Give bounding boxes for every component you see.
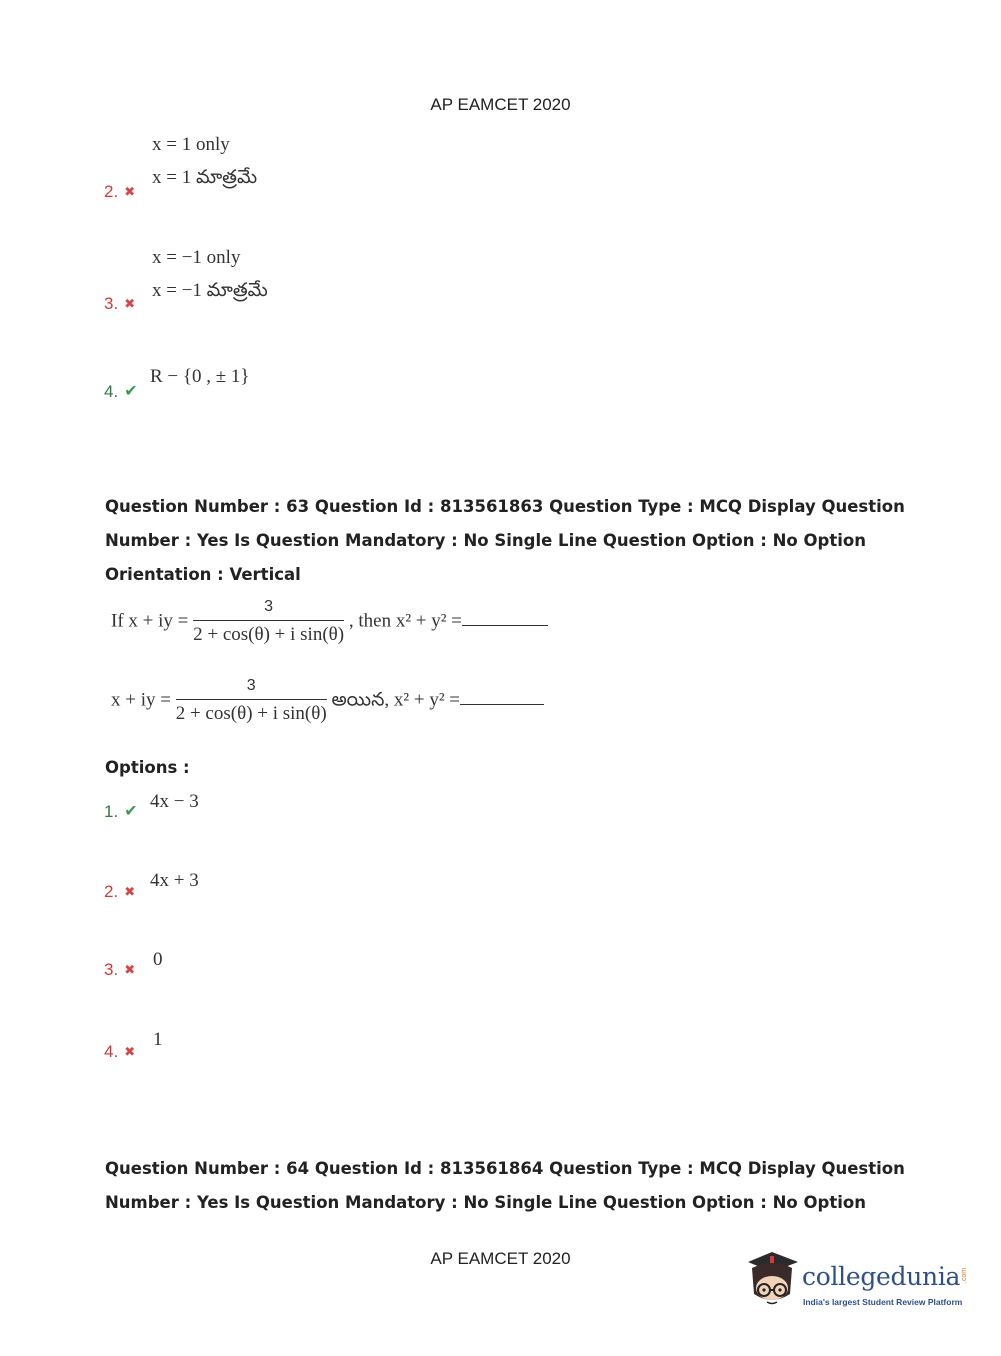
q63-question-english — [111, 598, 548, 646]
option-number: 2. — [104, 882, 119, 901]
question-prefix: If x + iy = — [111, 610, 189, 632]
q63-option-1-text: 4x − 3 — [150, 791, 199, 812]
question-suffix: అయిన, x² + y² = — [331, 689, 460, 711]
q63-option-2 — [104, 882, 135, 902]
logo-tld: .com — [961, 1267, 969, 1284]
q63-option-2-text: 4x + 3 — [150, 870, 199, 891]
options-label: Options : — [105, 758, 190, 777]
fraction-denominator: 2 + cos(θ) + i sin(θ) — [176, 699, 327, 725]
fraction-numerator: 3 — [246, 677, 256, 694]
option-number: 4. — [104, 1042, 119, 1061]
logo-tagline: India's largest Student Review Platform — [803, 1297, 963, 1307]
q64-meta-line-2: Number : Yes Is Question Mandatory : No Single Line Question Option : No Option — [105, 1193, 866, 1212]
option-number: 3. — [104, 960, 119, 979]
prev-option-3-telugu: x = −1 మాత్రమే — [152, 280, 268, 301]
option-number: 2. — [104, 182, 119, 201]
q63-meta-line-1: Question Number : 63 Question Id : 813561863 Question Type : MCQ Display Question — [105, 497, 905, 516]
prev-option-4 — [104, 381, 138, 402]
fraction — [176, 677, 327, 725]
answer-blank — [460, 704, 544, 705]
prev-option-2-telugu: x = 1 మాత్రమే — [152, 167, 258, 188]
q63-meta-line-3: Orientation : Vertical — [105, 565, 301, 584]
question-prefix: x + iy = — [111, 689, 171, 711]
logo-wordmark: collegedunia — [802, 1262, 961, 1291]
option-number: 4. — [104, 382, 119, 401]
option-number: 1. — [104, 802, 119, 821]
fraction-denominator: 2 + cos(θ) + i sin(θ) — [193, 620, 344, 646]
collegedunia-mascot-logo — [742, 1248, 802, 1318]
q63-option-3-text: 0 — [153, 949, 163, 970]
check-icon: ✔ — [124, 383, 138, 400]
check-icon: ✔ — [124, 803, 138, 820]
cross-icon: ✖ — [124, 884, 136, 899]
prev-option-2-english: x = 1 only — [152, 134, 230, 155]
prev-option-2 — [104, 182, 135, 202]
fraction-numerator: 3 — [264, 598, 274, 615]
cross-icon: ✖ — [124, 296, 136, 311]
cross-icon: ✖ — [124, 184, 136, 199]
q63-meta-line-2: Number : Yes Is Question Mandatory : No Single Line Question Option : No Option — [105, 531, 866, 550]
q63-option-1 — [104, 801, 138, 822]
prev-option-3-english: x = −1 only — [152, 247, 241, 268]
answer-blank — [462, 625, 548, 626]
q63-option-3 — [104, 960, 135, 980]
option-number: 3. — [104, 294, 119, 313]
q63-option-4-text: 1 — [153, 1029, 163, 1050]
prev-option-3 — [104, 294, 135, 314]
q64-meta-line-1: Question Number : 64 Question Id : 813561864 Question Type : MCQ Display Question — [105, 1159, 905, 1178]
prev-option-4-text: R − {0 , ± 1} — [150, 366, 250, 387]
page-header: AP EAMCET 2020 — [430, 95, 571, 114]
cross-icon: ✖ — [124, 1044, 136, 1059]
q63-option-4 — [104, 1042, 135, 1062]
cross-icon: ✖ — [124, 962, 136, 977]
fraction — [193, 598, 344, 646]
question-suffix: , then x² + y² = — [348, 610, 462, 632]
page-footer: AP EAMCET 2020 — [430, 1249, 571, 1268]
q63-question-telugu — [111, 677, 544, 725]
